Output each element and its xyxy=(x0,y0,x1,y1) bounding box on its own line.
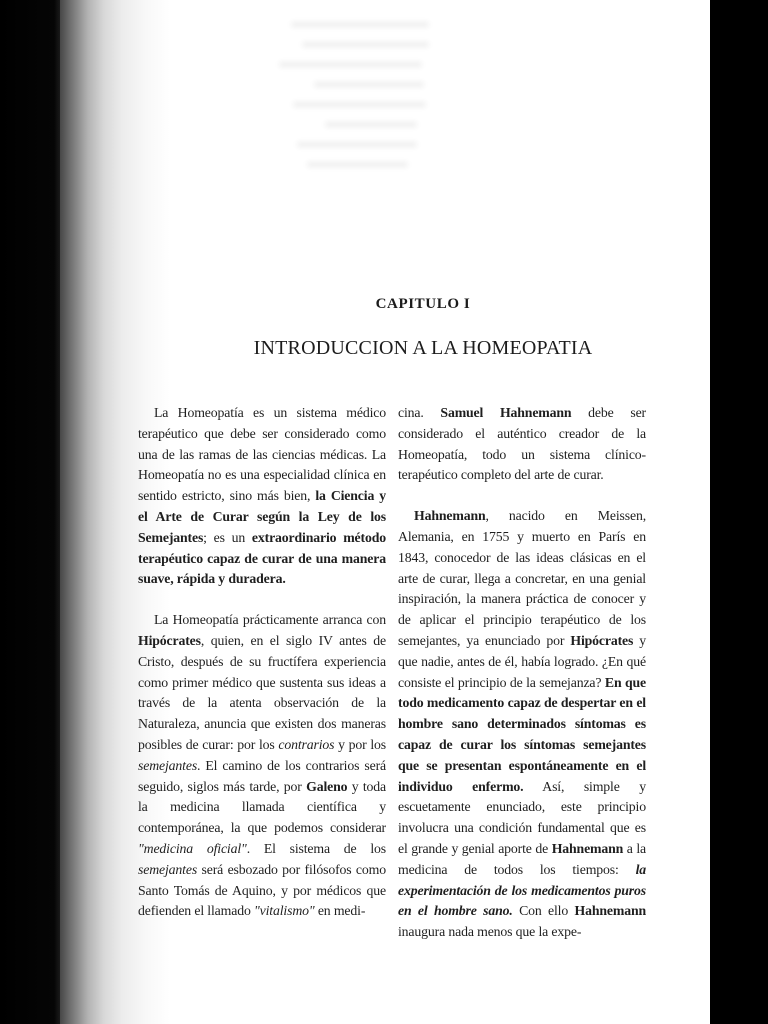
paragraph-intro: La Homeopatía es un sistema médico terapéutico que debe ser considerado como una de las ramas de las ciencias médicas. La Homeopatía no es una especialidad clínica en sentido estricto, sino más bien, la Ciencia y el Arte de Curar según la Ley de los Semejantes; es un extraordinario método terapéutico capaz de curar de una manera suave, rápida y duradera. xyxy=(138,405,386,587)
chapter-title: INTRODUCCION A LA HOMEOPATIA xyxy=(253,337,593,359)
chapter-label: CAPITULO I xyxy=(375,296,471,312)
bleed-through-text xyxy=(210,22,440,202)
scan-border-right xyxy=(710,0,768,1024)
paragraph-continuation: cina. Samuel Hahnemann debe ser considerado el auténtico creador de la Homeopatía, todo un sistema clínico-terapéutico completo del arte de curar. xyxy=(398,405,646,483)
right-column xyxy=(398,403,646,943)
paragraph-hahnemann: Hahnemann, nacido en Meissen, Alemania, en 1755 y muerto en París en 1843, conocedor de las ideas clásicas en el arte de curar, llega a concretar, en una genial inspiración, la manera práctica de conocer y de aplicar el principio terapéutico de los semejantes, ya enunciado por Hipócrates y que nadie, antes de él, había logrado. ¿En qué consiste el principio de la semejanza? En que todo medicamento capaz de despertar en el hombre sano determinados síntomas es capaz de curar los síntomas semejantes que se presentan espontáneamente en el individuo enfermo. Así, simple y escuetamente enunciado, este principio involucra una condición fundamental que es el grande y genial aporte de Hahnemann a la medicina de todos los tiempos: la experimentación de los medicamentos puros en el hombre sano. Con ello Hahnemann inaugura nada menos que la expe- xyxy=(398,508,646,940)
paragraph-hippocrates: La Homeopatía prácticamente arranca con Hipócrates, quien, en el siglo IV antes de Cristo, después de su fructífera experiencia como primer médico que sustenta sus ideas a través de la atenta observación de la Naturaleza, anuncia que existen dos maneras posibles de curar: por los contrarios y por los semejantes. El camino de los contrarios será seguido, siglos más tarde, por Galeno y toda la medicina llamada científica y contemporánea, la que podemos considerar "medicina oficial". El sistema de los semejantes será esbozado por filósofos como Santo Tomás de Aquino, y por médicos que defienden el llamado "vitalismo" en medi- xyxy=(138,612,386,919)
left-column xyxy=(138,403,386,922)
book-page xyxy=(60,0,710,1024)
scan-border-left xyxy=(0,0,60,1024)
